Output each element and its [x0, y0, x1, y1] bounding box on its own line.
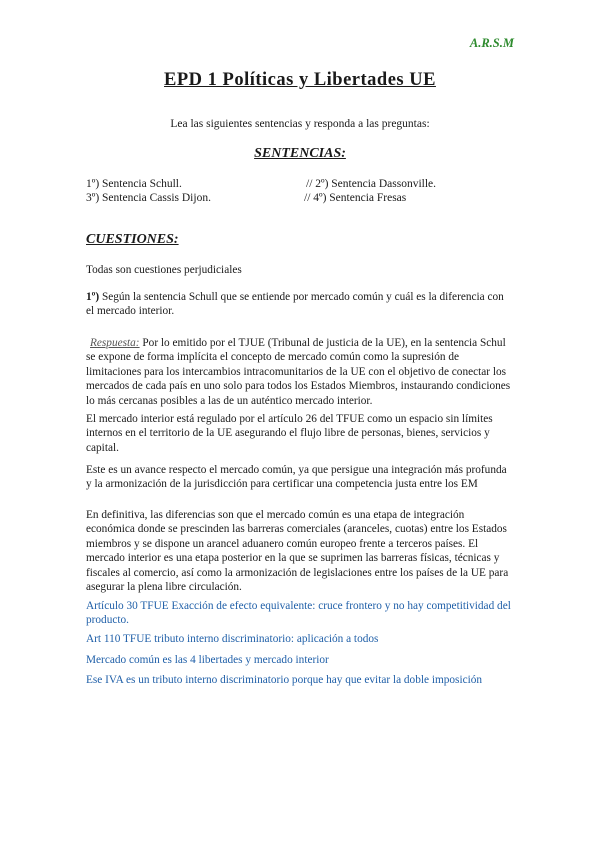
note-line: Artículo 30 TFUE Exacción de efecto equivalente: cruce frontero y no hay competitividad del producto.: [86, 600, 511, 627]
note-line: Ese IVA es un tributo interno discriminatorio porque hay que evitar la doble imposición: [86, 674, 483, 686]
sentencia-item: // 2º) Sentencia Dassonville.: [306, 178, 437, 190]
sentencia-item: 3º) Sentencia Cassis Dijon.: [86, 192, 211, 204]
answer-paragraph: En definitiva, las diferencias son que el mercado común es una etapa de integración económica donde se prescinden las barreras comerciales (aranceles, cuotas) entre los Estados miembros y se dispone un arancel aduanero común europeo frente a terceros países. El mercado interior es una etapa posterior en la que se suprimen las barreras físicas, técnicas y fiscales al comercio, así como la armonización de legislaciones entre los países de la UE para asegurar la plena libre circulación.: [86, 509, 509, 594]
answer-label: Respuesta:: [90, 337, 140, 349]
note-line: Mercado común es las 4 libertades y mercado interior: [86, 654, 329, 666]
sentencia-item: 1º) Sentencia Schull.: [86, 178, 182, 190]
question: [86, 290, 514, 319]
question-number: 1º): [86, 291, 100, 303]
cuestiones-note: Todas son cuestiones perjudiciales: [86, 264, 242, 276]
note-line: Art 110 TFUE tributo interno discriminatorio: aplicación a todos: [86, 633, 379, 645]
author-initials: A.R.S.M: [469, 36, 514, 50]
page-title: EPD 1 Políticas y Libertades UE: [164, 70, 436, 90]
sentencia-item: // 4º) Sentencia Fresas: [304, 192, 407, 204]
question-text: Según la sentencia Schull que se entiende por mercado común y cuál es la diferencia con el mercado interior.: [86, 291, 504, 318]
cuestiones-heading: CUESTIONES:: [86, 232, 179, 247]
answer: [86, 336, 514, 408]
sentencias-heading: SENTENCIAS:: [254, 146, 346, 161]
answer-text: Por lo emitido por el TJUE (Tribunal de justicia de la UE), en la sentencia Schul se expone de forma implícita el concepto de mercado común como la supresión de limitaciones para los intercambios intracomunitarios de la UE con el objetivo de conectar los mercados de cada país en uno solo para todos los Estados Miembros, instaurando condiciones lo más cercanas posibles a las de un auténtico mercado interior.: [86, 337, 511, 407]
answer-paragraph: Este es un avance respecto el mercado común, ya que persigue una integración más profunda y la armonización de la jurisdicción para certificar una competencia justa entre los EM: [86, 464, 507, 491]
instructions: Lea las siguientes sentencias y responda a las preguntas:: [170, 118, 430, 130]
answer-paragraph: El mercado interior está regulado por el artículo 26 del TFUE como un espacio sin límites internos en el territorio de la UE asegurando el flujo libre de personas, bienes, servicios y capital.: [86, 413, 493, 454]
